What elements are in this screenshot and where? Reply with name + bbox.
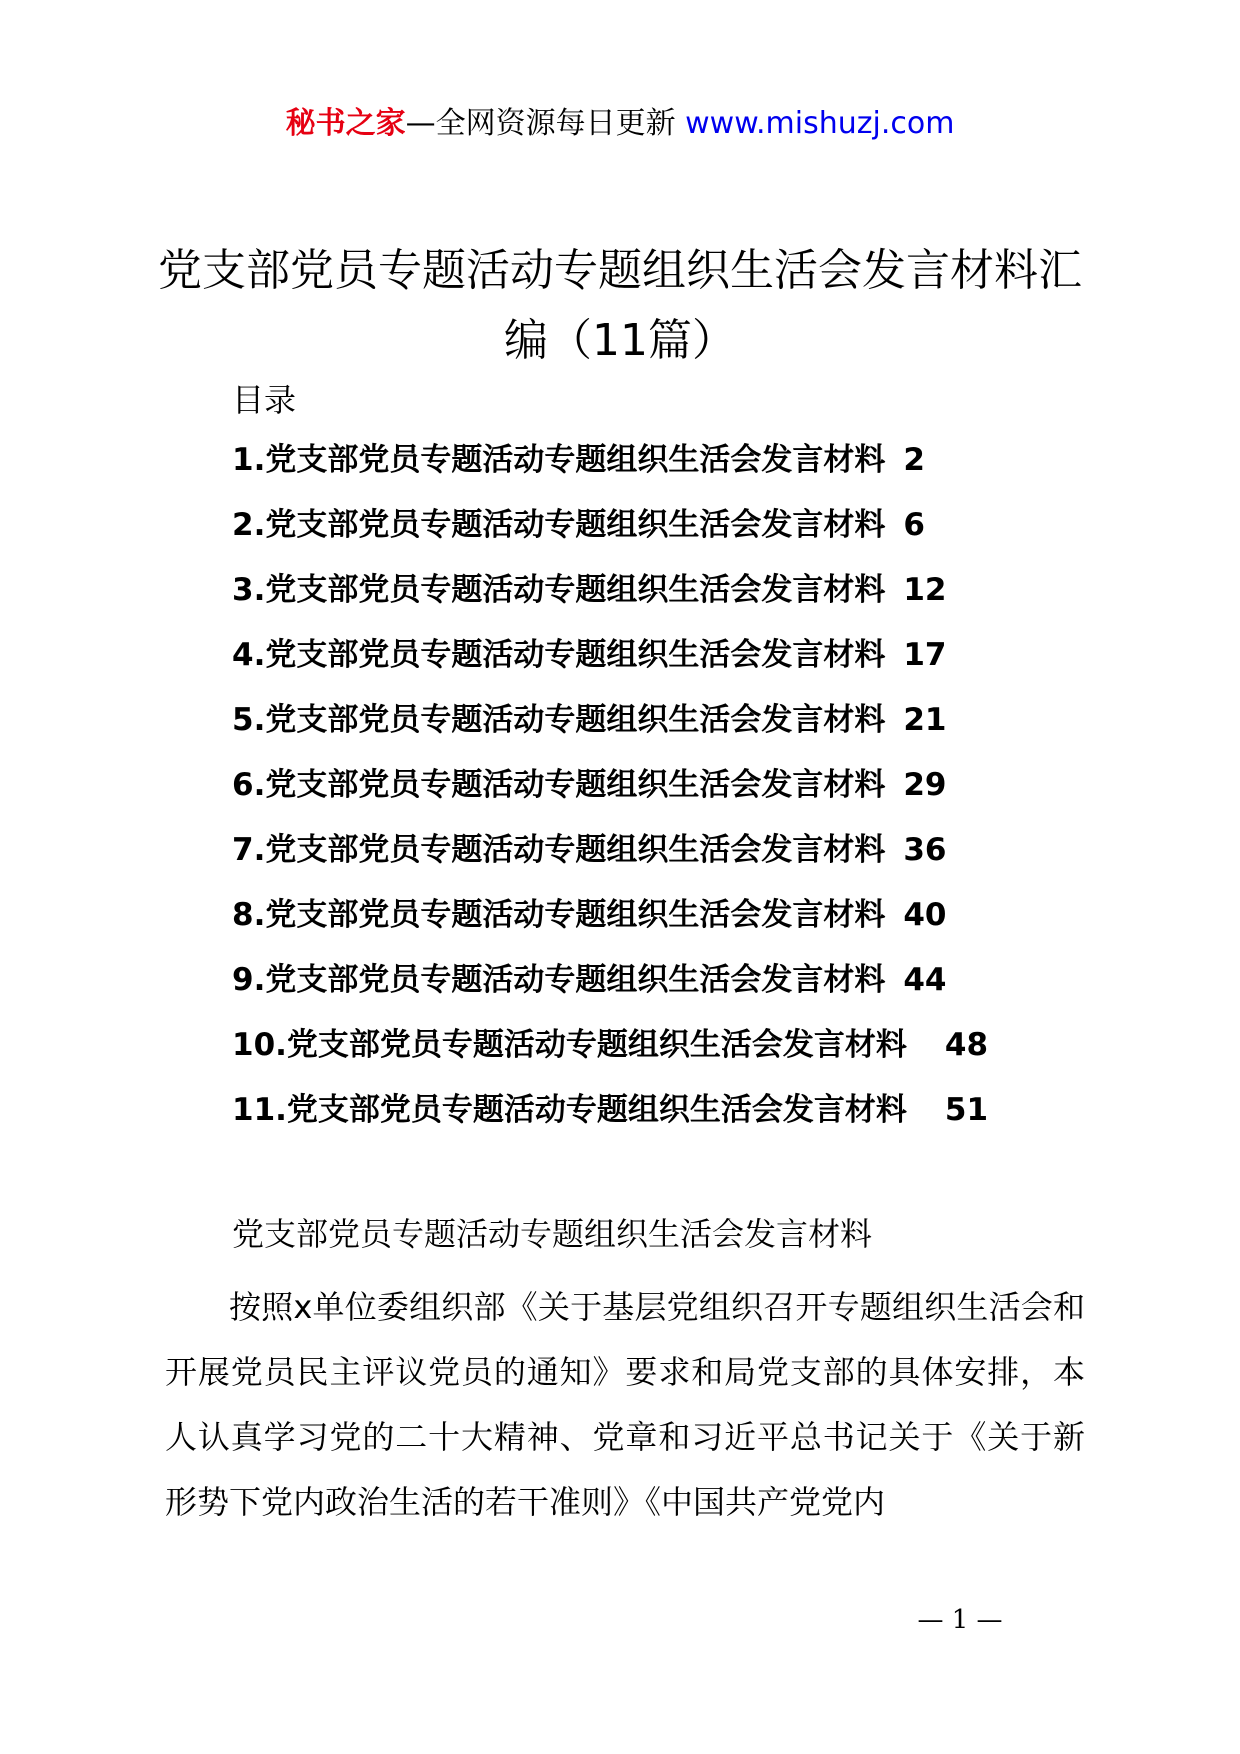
page-number: — 1 —: [917, 1605, 1003, 1635]
toc-entry-page: 6: [903, 507, 925, 543]
header-slogan: —全网资源每日更新: [405, 106, 676, 141]
body-paragraph: 按照x单位委组织部《关于基层党组织召开专题组织生活会和开展党员民主评议党员的通知》要求和局党支部的具体安排，本人认真学习党的二十大精神、党章和习近平总书记关于《关于新形势下党内政治生活的若干准则》《中国共产党党内: [165, 1288, 1085, 1521]
toc-entry-4[interactable]: [232, 633, 1112, 698]
toc-entry-page: 21: [903, 702, 947, 738]
section-title: 党支部党员专题活动专题组织生活会发言材料: [232, 1215, 873, 1253]
toc-heading: 目录: [232, 381, 297, 419]
toc-entry-title: 6.党支部党员专题活动专题组织生活会发言材料: [232, 767, 886, 803]
document-title: 党支部党员专题活动专题组织生活会发言材料汇编（11篇）: [158, 245, 1082, 366]
table-of-contents: [232, 438, 1112, 1153]
toc-entry-title: 5.党支部党员专题活动专题组织生活会发言材料: [232, 702, 886, 738]
toc-entry-page: 51: [944, 1092, 989, 1128]
toc-entry-page: 48: [944, 1027, 989, 1063]
toc-entry-title: 7.党支部党员专题活动专题组织生活会发言材料: [232, 832, 886, 868]
toc-entry-9[interactable]: [232, 958, 1112, 1023]
toc-entry-page: 29: [903, 767, 947, 803]
toc-entry-page: 2: [903, 442, 925, 478]
toc-entry-page: 36: [903, 832, 947, 868]
toc-entry-page: 44: [903, 962, 947, 998]
toc-entry-1[interactable]: [232, 438, 1112, 503]
toc-entry-11[interactable]: [232, 1088, 1112, 1153]
toc-entry-3[interactable]: [232, 568, 1112, 633]
toc-entry-5[interactable]: [232, 698, 1112, 763]
toc-entry-title: 4.党支部党员专题活动专题组织生活会发言材料: [232, 637, 886, 673]
toc-entry-title: 8.党支部党员专题活动专题组织生活会发言材料: [232, 897, 886, 933]
toc-entry-title: 10.党支部党员专题活动专题组织生活会发言材料: [232, 1027, 907, 1063]
toc-entry-title: 3.党支部党员专题活动专题组织生活会发言材料: [232, 572, 886, 608]
site-header: [0, 102, 1240, 146]
toc-entry-2[interactable]: [232, 503, 1112, 568]
toc-entry-title: 2.党支部党员专题活动专题组织生活会发言材料: [232, 507, 886, 543]
toc-entry-6[interactable]: [232, 763, 1112, 828]
toc-entry-10[interactable]: [232, 1023, 1112, 1088]
toc-entry-page: 12: [903, 572, 947, 608]
toc-entry-title: 11.党支部党员专题活动专题组织生活会发言材料: [232, 1092, 907, 1128]
toc-entry-title: 1.党支部党员专题活动专题组织生活会发言材料: [232, 442, 886, 478]
site-url-link[interactable]: www.mishuzj.com: [685, 106, 955, 141]
toc-entry-7[interactable]: [232, 828, 1112, 893]
brand-name: 秘书之家: [285, 106, 406, 141]
toc-entry-page: 17: [903, 637, 947, 673]
toc-entry-title: 9.党支部党员专题活动专题组织生活会发言材料: [232, 962, 886, 998]
toc-entry-page: 40: [903, 897, 947, 933]
toc-entry-8[interactable]: [232, 893, 1112, 958]
